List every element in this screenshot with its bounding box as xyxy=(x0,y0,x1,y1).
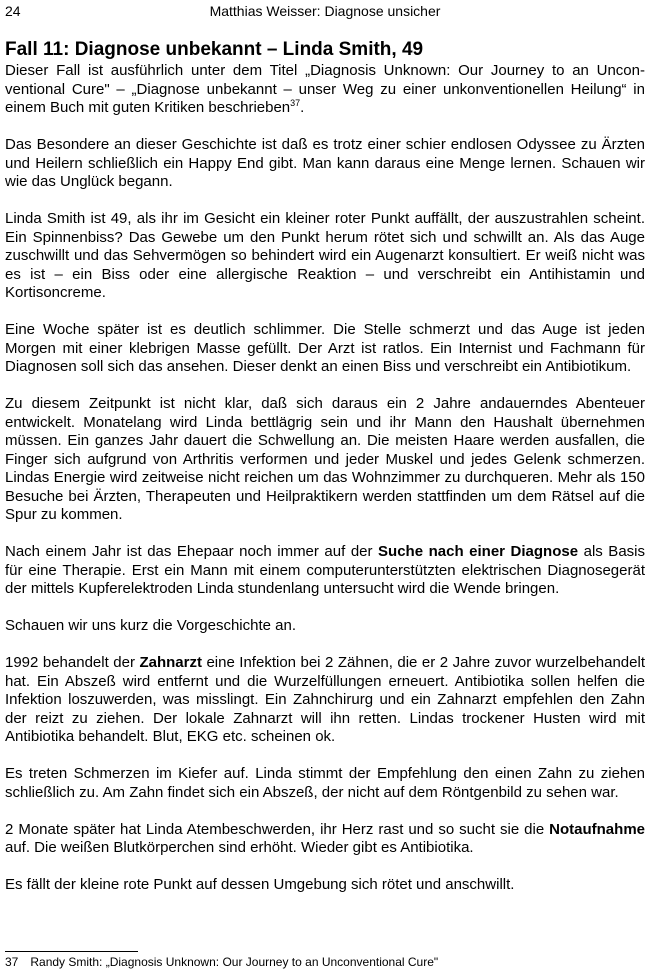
page-number: 24 xyxy=(5,3,21,19)
paragraph-10-bold: Notaufnahme xyxy=(549,820,645,838)
footnote xyxy=(5,954,438,970)
body-text xyxy=(5,62,645,895)
paragraph-1-end: . xyxy=(300,99,305,116)
footnote-divider xyxy=(5,951,138,952)
paragraph-10-after: auf. Die weißen Blutkörperchen sind erhöht. Wieder gibt es Antibiotika. xyxy=(5,839,474,856)
paragraph-1 xyxy=(5,62,645,118)
paragraph-8-before: 1992 behandelt der xyxy=(5,654,140,671)
paragraph-10 xyxy=(5,821,645,858)
paragraph-9: Es treten Schmerzen im Kiefer auf. Linda stimmt der Empfehlung den einen Zahn zu ziehen schließlich zu. Am Zahn findet sich ein Abszeß, der nicht auf dem Röntgenbild zu sehen war. xyxy=(5,765,645,801)
chapter-title: Fall 11: Diagnose unbekannt – Linda Smith, 49 xyxy=(5,39,424,60)
footnote-text: Randy Smith: „Diagnosis Unknown: Our Journey to an Unconventional Cure" xyxy=(30,955,439,969)
paragraph-2: Das Besondere an dieser Geschichte ist daß es trotz einer schier endlosen Odyssee zu Ärzten und Heilern schließlich ein Happy End gibt. Man kann daraus eine Menge lernen. Schauen wir wie das Unglück begann. xyxy=(5,136,645,190)
paragraph-8-bold: Zahnarzt xyxy=(139,654,202,671)
paragraph-11: Es fällt der kleine rote Punkt auf dessen Umgebung sich rötet und anschwillt. xyxy=(5,876,515,893)
footnote-reference[interactable]: 37 xyxy=(290,98,301,108)
paragraph-6-before: Nach einem Jahr ist das Ehepaar noch immer auf der xyxy=(5,543,379,560)
paragraph-6-after: als Basis für eine Therapie. Erst ein Mann mit einem computerunterstützten elektrischen Diagnosegerät der mittels Kupferelektroden Linda stundenlang untersucht wird die Wende bringen. xyxy=(5,543,645,597)
running-header-title: Matthias Weisser: Diagnose unsicher xyxy=(209,3,441,19)
paragraph-4: Eine Woche später ist es deutlich schlimmer. Die Stelle schmerzt und das Auge ist jeden Morgen mit einer klebrigen Masse gefüllt. Der Arzt ist ratlos. Ein Internist und Fachmann für Diagnosen soll sich das ansehen. Dieser denkt an einen Biss und verschreibt ein Antibiotikum. xyxy=(5,321,645,375)
running-header xyxy=(5,0,645,24)
paragraph-5: Zu diesem Zeitpunkt ist nicht klar, daß sich daraus ein 2 Jahre andauerndes Abenteuer entwickelt. Monatelang wird Linda bettlägrig sein und ihr Mann den Haushalt übernehmen müssen. Ein ganzes Jahr dauert die Schwellung an. Die meisten Haare werden ausfallen, die Finger sich aufgrund von Arthritis verformen und jeder Muskel und jedes Gelenk schmerzen. Lindas Energie wird zeitweise nicht reichen um das Wohnzimmer zu durchqueren. Mehr als 150 Besuche bei Ärzten, Therapeuten und Heilpraktikern werden stattfinden um dem Rätsel auf die Spur zu kommen. xyxy=(5,395,645,523)
footnote-number: 37 xyxy=(5,955,19,969)
paragraph-6-bold: Suche nach einer Diagnose xyxy=(378,543,579,560)
paragraph-8-after: eine Infektion bei 2 Zähnen, die er 2 Jahre zuvor wurzelbehandelt hat. Ein Abszeß wird entfernt und die Wurzelfüllungen erneuert. Antibiotika sollen helfen die Infektion loszuwerden, was misslingt. Ein Zahnchirurg und ein Zahnarzt empfehlen den Zahn der reizt zu ziehen. Der lokale Zahnarzt will ihn retten. Lindas trockener Husten wird mit Antibiotika behandelt. Blut, EKG etc. scheinen ok. xyxy=(5,654,645,745)
paragraph-3: Linda Smith ist 49, als ihr im Gesicht ein kleiner roter Punkt auffällt, der auszustrahlen scheint. Ein Spinnenbiss? Das Gewebe um den Punkt herum rötet sich und schwillt an. Als das Auge zuschwillt und das Sehvermögen so behindert wird ein Augenarzt konsultiert. Er weiß nicht was es ist – ein Biss oder eine allergische Reaktion – und verschreibt ein Antihistamin und Kortisoncreme. xyxy=(5,210,645,301)
paragraph-10-before: 2 Monate später hat Linda Atembeschwerden, ihr Herz rast und so sucht sie die xyxy=(5,820,550,838)
paragraph-6 xyxy=(5,543,645,599)
paragraph-1-text: Dieser Fall ist ausführlich unter dem Titel „Diagnosis Unknown: Our Journey to an Unconventional Cure" – „Diagnose unbekannt – unser Weg zu einer unkonventionellen Heilung“ in einem Buch mit guten Kritiken beschrieben xyxy=(5,62,645,116)
paragraph-8 xyxy=(5,654,645,747)
paragraph-7: Schauen wir uns kurz die Vorgeschichte an. xyxy=(5,617,296,634)
